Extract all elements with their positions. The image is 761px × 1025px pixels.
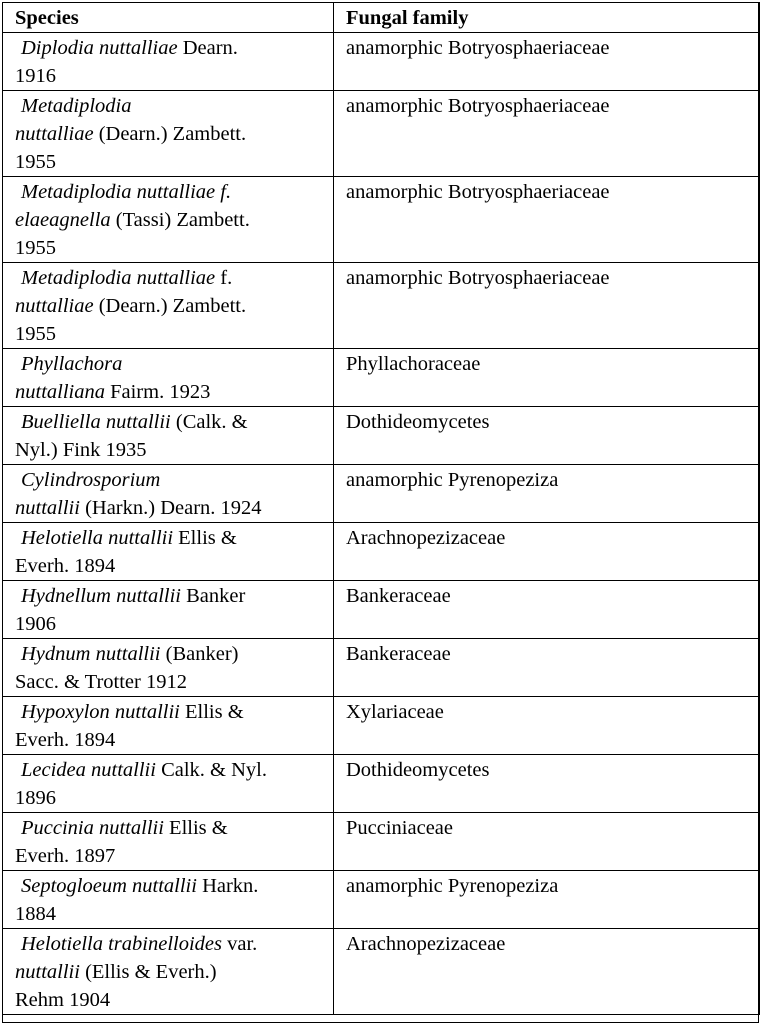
species-table xyxy=(2,2,760,1015)
species-cell xyxy=(3,813,334,871)
species-name-italic: nuttalliana xyxy=(15,381,105,403)
table-row xyxy=(3,465,760,523)
table-row xyxy=(3,929,760,1015)
family-cell: Pucciniaceae xyxy=(334,813,760,871)
species-name-italic: nuttallii xyxy=(15,961,80,983)
species-name-italic: elaeagnella xyxy=(15,209,111,231)
species-name-italic: Metadiplodia nuttalliae f. xyxy=(21,181,232,203)
species-cell xyxy=(3,697,334,755)
species-authority: 1884 xyxy=(15,903,56,925)
species-cell xyxy=(3,581,334,639)
species-authority: Calk. & Nyl. xyxy=(155,759,267,781)
species-authority: Ellis & xyxy=(163,817,228,839)
species-name-italic: Buelliella nuttallii xyxy=(21,411,171,433)
family-cell: anamorphic Botryosphaeriaceae xyxy=(334,177,760,263)
species-authority: (Tassi) Zambett. xyxy=(110,209,250,231)
table-row xyxy=(3,349,760,407)
family-cell: Arachnopezizaceae xyxy=(334,523,760,581)
species-cell xyxy=(3,407,334,465)
family-cell: Xylariaceae xyxy=(334,697,760,755)
species-authority: 1955 xyxy=(15,323,56,345)
species-authority: Everh. 1897 xyxy=(15,845,116,867)
species-cell xyxy=(3,755,334,813)
species-name-italic: nuttallii xyxy=(15,497,80,519)
species-authority: f. xyxy=(215,267,233,289)
table-body xyxy=(3,33,760,1015)
species-cell xyxy=(3,177,334,263)
species-name-italic: Septogloeum nuttallii xyxy=(21,875,197,897)
species-cell xyxy=(3,929,334,1015)
species-authority: (Calk. & xyxy=(170,411,248,433)
table-row xyxy=(3,407,760,465)
table-row xyxy=(3,755,760,813)
species-authority: 1916 xyxy=(15,65,56,87)
table-row xyxy=(3,263,760,349)
species-name-italic: Hydnum nuttallii xyxy=(21,643,161,665)
species-name-italic: Phyllachora xyxy=(21,353,123,375)
species-name-italic: Metadiplodia xyxy=(21,95,132,117)
species-authority: (Harkn.) Dearn. 1924 xyxy=(79,497,262,519)
species-cell xyxy=(3,263,334,349)
family-cell: Dothideomycetes xyxy=(334,407,760,465)
table-row xyxy=(3,813,760,871)
family-cell: Bankeraceae xyxy=(334,639,760,697)
species-authority: Rehm 1904 xyxy=(15,989,111,1011)
family-cell: Bankeraceae xyxy=(334,581,760,639)
species-authority: Everh. 1894 xyxy=(15,555,116,577)
species-authority: 1906 xyxy=(15,613,56,635)
family-cell: Dothideomycetes xyxy=(334,755,760,813)
species-name-italic: Helotiella trabinelloides xyxy=(21,933,222,955)
table-row xyxy=(3,33,760,91)
species-authority: Harkn. xyxy=(196,875,259,897)
family-cell: anamorphic Botryosphaeriaceae xyxy=(334,91,760,177)
family-cell: Phyllachoraceae xyxy=(334,349,760,407)
species-authority: Ellis & xyxy=(173,527,237,549)
family-cell: anamorphic Botryosphaeriaceae xyxy=(334,263,760,349)
species-authority: Dearn. xyxy=(177,37,238,59)
species-name-italic: Hypoxylon nuttallii xyxy=(21,701,180,723)
species-cell xyxy=(3,523,334,581)
header-species: Species xyxy=(3,3,334,33)
species-cell xyxy=(3,639,334,697)
species-cell xyxy=(3,33,334,91)
species-authority: (Dearn.) Zambett. xyxy=(93,123,247,145)
table-row xyxy=(3,523,760,581)
species-name-italic: Diplodia nuttalliae xyxy=(21,37,178,59)
species-authority: Sacc. & Trotter 1912 xyxy=(15,671,187,693)
species-authority: Fairm. 1923 xyxy=(104,381,211,403)
species-authority: Nyl.) Fink 1935 xyxy=(15,439,147,461)
species-authority: var. xyxy=(222,933,258,955)
species-authority: 1896 xyxy=(15,787,56,809)
species-cell xyxy=(3,465,334,523)
table-row xyxy=(3,639,760,697)
species-name-italic: Helotiella nuttallii xyxy=(21,527,174,549)
species-name-italic: nuttalliae xyxy=(15,295,94,317)
species-authority: 1955 xyxy=(15,151,56,173)
species-authority: Everh. 1894 xyxy=(15,729,116,751)
family-cell: anamorphic Pyrenopeziza xyxy=(334,871,760,929)
species-cell xyxy=(3,871,334,929)
species-name-italic: Metadiplodia nuttalliae xyxy=(21,267,216,289)
species-authority: 1955 xyxy=(15,237,56,259)
species-name-italic: Hydnellum nuttallii xyxy=(21,585,181,607)
species-name-italic: nuttalliae xyxy=(15,123,94,145)
species-name-italic: Cylindrosporium xyxy=(21,469,161,491)
table-row xyxy=(3,91,760,177)
species-authority: Banker xyxy=(181,585,246,607)
family-cell: anamorphic Pyrenopeziza xyxy=(334,465,760,523)
species-authority: (Dearn.) Zambett. xyxy=(93,295,247,317)
species-name-italic: Lecidea nuttallii xyxy=(21,759,156,781)
species-cell xyxy=(3,349,334,407)
species-authority: Ellis & xyxy=(179,701,244,723)
table-row xyxy=(3,697,760,755)
family-cell: Arachnopezizaceae xyxy=(334,929,760,1015)
species-cell xyxy=(3,91,334,177)
table-row xyxy=(3,581,760,639)
species-name-italic: Puccinia nuttallii xyxy=(21,817,164,839)
header-fungal-family: Fungal family xyxy=(334,3,760,33)
family-cell: anamorphic Botryosphaeriaceae xyxy=(334,33,760,91)
table-row xyxy=(3,871,760,929)
species-authority: (Banker) xyxy=(160,643,239,665)
table-row xyxy=(3,177,760,263)
species-authority: (Ellis & Everh.) xyxy=(79,961,217,983)
header-row xyxy=(3,3,760,33)
